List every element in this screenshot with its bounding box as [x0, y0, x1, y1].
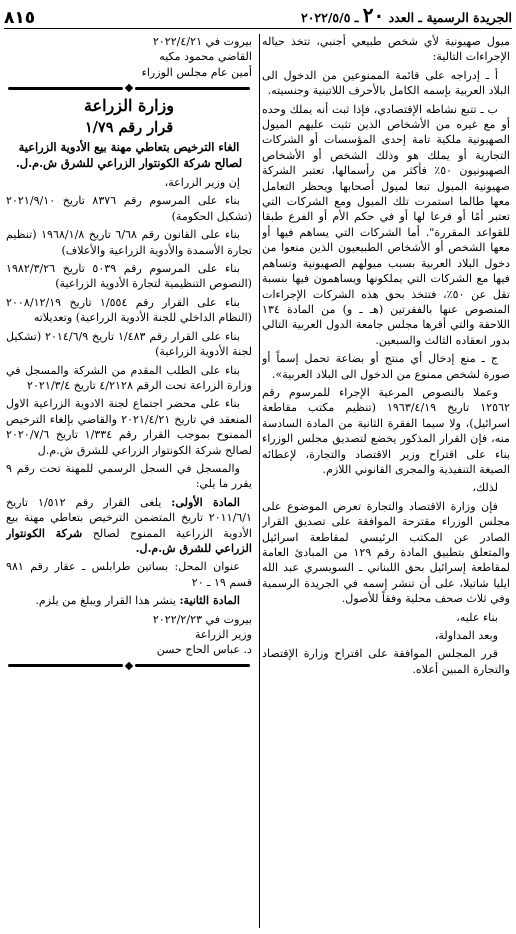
- paragraph: ج ـ منع إدخال أي منتج أو بضاعة تحمل إسماً أو صورة لشخص ممنوع من الدخول الى البلاد العربية».: [262, 352, 510, 381]
- ministry-heading: وزارة الزراعة: [83, 96, 175, 116]
- signature-block: [6, 612, 252, 658]
- signature-line: أمين عام مجلس الوزراء: [141, 65, 252, 79]
- preamble-item: إن وزير الزراعة،: [164, 176, 240, 190]
- shop-address: عنوان المحل: بساتين طرابلس ـ عقار رقم ٩٨١ قسم ١٩ ـ ٢٠: [6, 560, 252, 589]
- page-header: [4, 4, 512, 29]
- article-1-label: المادة الأولى:: [171, 495, 240, 509]
- article-1-company: شركة الكونتوار الزراعي للشرق ش.م.ل.: [6, 526, 252, 555]
- article-2: [6, 593, 252, 608]
- signature-line: القاضي محمود مكيه: [159, 50, 252, 64]
- preamble-item: بناء على المرسوم رقم ٨٣٧٦ تاريخ ٢٠٢١/٩/١٠ (تشكيل الحكومة): [6, 194, 252, 223]
- article-2-label: المادة الثانية:: [179, 594, 240, 608]
- page-number: ٨١٥: [4, 8, 36, 28]
- paragraph: فإن وزارة الاقتصاد والتجارة تعرض الموضوع على مجلس الوزراء مقترحة الموافقة على تصديق القرار الصادر عن المكتب الرئيسي لمقاطعة اسرائيل والمتعلق بتطبيق المادة رقم ١٢٩ من المبادئ العامة لمقاطعة إسرائيل بحق اللبناني ـ السويسري عبد الله ايليا شاتيلا، على أن تنشر إسمه في الجريدة الرسمية وفي ثلاث صحف محلية وفقاً للأصول.: [262, 499, 510, 606]
- paragraph: وبعد المداولة،: [434, 629, 498, 643]
- signature-block: [6, 34, 252, 80]
- paragraph: بناء عليه،: [456, 610, 498, 624]
- gazette-title: [301, 3, 512, 28]
- preamble-item: بناء على محضر اجتماع لجنة الادوية الزراعية الاول المنعقد في تاريخ ٢٠٢١/٤/٢١ والقاضي بإلغاء الترخيص الممنوح بموجب القرار رقم ١/٣٣٤ تاريخ ٢٠٢٠/٧/٦ لصالح شركة الكونتوار الزراعي للشرق ش.م.ل: [6, 397, 252, 457]
- article-1-text: يلغى القرار رقم ١/٥١٢ تاريخ ٢٠١١/٦/١ تاريخ المتضمن الترخيص بتعاطي مهنة بيع الأدوية الزراعية الممنوح لصالح: [6, 495, 252, 540]
- preamble-item: بناء على القانون رقم ٦/٦٨ تاريخ ١٩٦٨/١/٨ (تنظيم تجارة الأسمدة والأدوية الزراعية والأعلاف): [6, 228, 252, 257]
- gazette-name: الجريدة الرسمية ـ العدد: [388, 10, 512, 25]
- decision-number: قرار رقم ١/٧٩: [84, 119, 174, 137]
- issue-date: ـ ٢٠٢٢/٥/٥: [301, 10, 359, 25]
- right-column: [262, 34, 510, 928]
- signature-line: بيروت في ٢٠٢٢/٤/٢١: [152, 35, 252, 48]
- issue-number: ٢٠: [362, 5, 385, 27]
- paragraph: ميول صهيونية لأي شخص طبيعي أجنبي، تتخذ حياله الإجراءات التالية:: [262, 35, 510, 64]
- article-1: [6, 495, 252, 557]
- paragraph: لذلك،: [472, 481, 498, 495]
- signature-line: د. عباس الحاج حسن: [156, 643, 252, 657]
- paragraph: وعملا بالنصوص المرعية الإجراء للمرسوم رقم ١٢٥٦٢ تاريخ ١٩٦٣/٤/١٩ (تنظيم مكتب مقاطعة اسرائيل)، ولا سيما الفقرة الثانية من المادة السادسة منه، فإن القرار المذكور يخضع لتصديق مجلس الوزراء بناء على اقتراح وزير الاقتصاد والتجارة، لإعطائه الصيغة التنفيذية والمجرى القانوني اللازم.: [262, 385, 510, 476]
- paragraph: ب ـ تتبع نشاطه الإقتصادي، فإذا ثبت أنه يملك وحده أو مع غيره من الأشخاص الذين تثبت عليهم الميول الصهيونية ملكية تامة إحدى المؤسسات أو الشركات التجارية أو يملك هو وذلك الشخص أو الأشخاص الصهيونيون ٥٠٪ فأكثر من رأسمالها، تعتبر الشركة صهيونية الميول تبعا لميول أصحابها ويحظر التعامل معها طالما استمرت تلك الميول ومع الشركات التي تعتبر أمًا أو فرعا لها أو في حكم الأم أو الفرع طبقا للقواعد المقررة". أما الشركات التي يساهم فيها أو معها الشخص أو الأشخاص الطبيعيون الذين منعوا من دخول البلاد العربية بسبب ميولهم الصهيونية وتساهم فيها مع الشركات التي يملكونها ويساهمون فيها بنسبة تقل عن ٥٠٪، فتتخذ بحق هذه الشركات الإجراءات المنصوص عنها بالفقرتين (هـ ـ و) من المادة ١٣٤ اللاحقة والتي أقرها مجلس جامعة الدول العربية التالي بدور انعقاده الثالث والسبعين.: [262, 102, 510, 347]
- paragraph: أ ـ إدراجه على قائمة الممنوعين من الدخول الى البلاد العربية بإسمه الكامل بالأحرف اللاتينية وجنسيته.: [262, 68, 510, 98]
- separator-rule: [6, 84, 252, 92]
- separator-rule: [6, 662, 252, 670]
- signature-line: بيروت في ٢٠٢٢/٢/٢٣: [152, 612, 252, 626]
- decision-title: الغاء الترخيص بتعاطي مهنة بيع الأدوية الزراعية لصالح شركة الكونتوار الزراعي للشرق ش.م.ل.: [15, 140, 243, 170]
- column-divider: [259, 34, 260, 928]
- preamble-item: بناء على القرار رقم ١/٤٨٣ تاريخ ٢٠١٤/٦/٩ (تشكيل لجنة الأدوية الزراعية): [6, 329, 252, 359]
- signature-line: وزير الزراعة: [194, 628, 252, 641]
- left-column: [6, 34, 252, 928]
- preamble-item: والمسجل في السجل الرسمي للمهنة تحت رقم ٩ يقرر ما يلي:: [6, 461, 252, 491]
- preamble-item: بناء على الطلب المقدم من الشركة والمسجل في وزارة الزراعة تحت الرقم ٤/٢١٢٨ تاريخ ٢٠٢١/٣/٤: [6, 363, 252, 392]
- preamble-item: بناء على القرار رقم ١/٥٥٤ تاريخ ٢٠٠٨/١٢/١٩ (النظام الداخلي للجنة الأدوية الزراعية) وتعديلاته: [6, 295, 252, 325]
- preamble-item: بناء على المرسوم رقم ٥٠٣٩ تاريخ ١٩٨٢/٣/٢٦ (النصوص التنظيمية لتجارة الأدوية الزراعية): [6, 262, 252, 291]
- paragraph: قرر المجلس الموافقة على اقتراح وزارة الإقتصاد والتجارة المبين أعلاه.: [262, 647, 510, 676]
- article-2-text: ينشر هذا القرار ويبلغ من يلزم.: [35, 594, 176, 608]
